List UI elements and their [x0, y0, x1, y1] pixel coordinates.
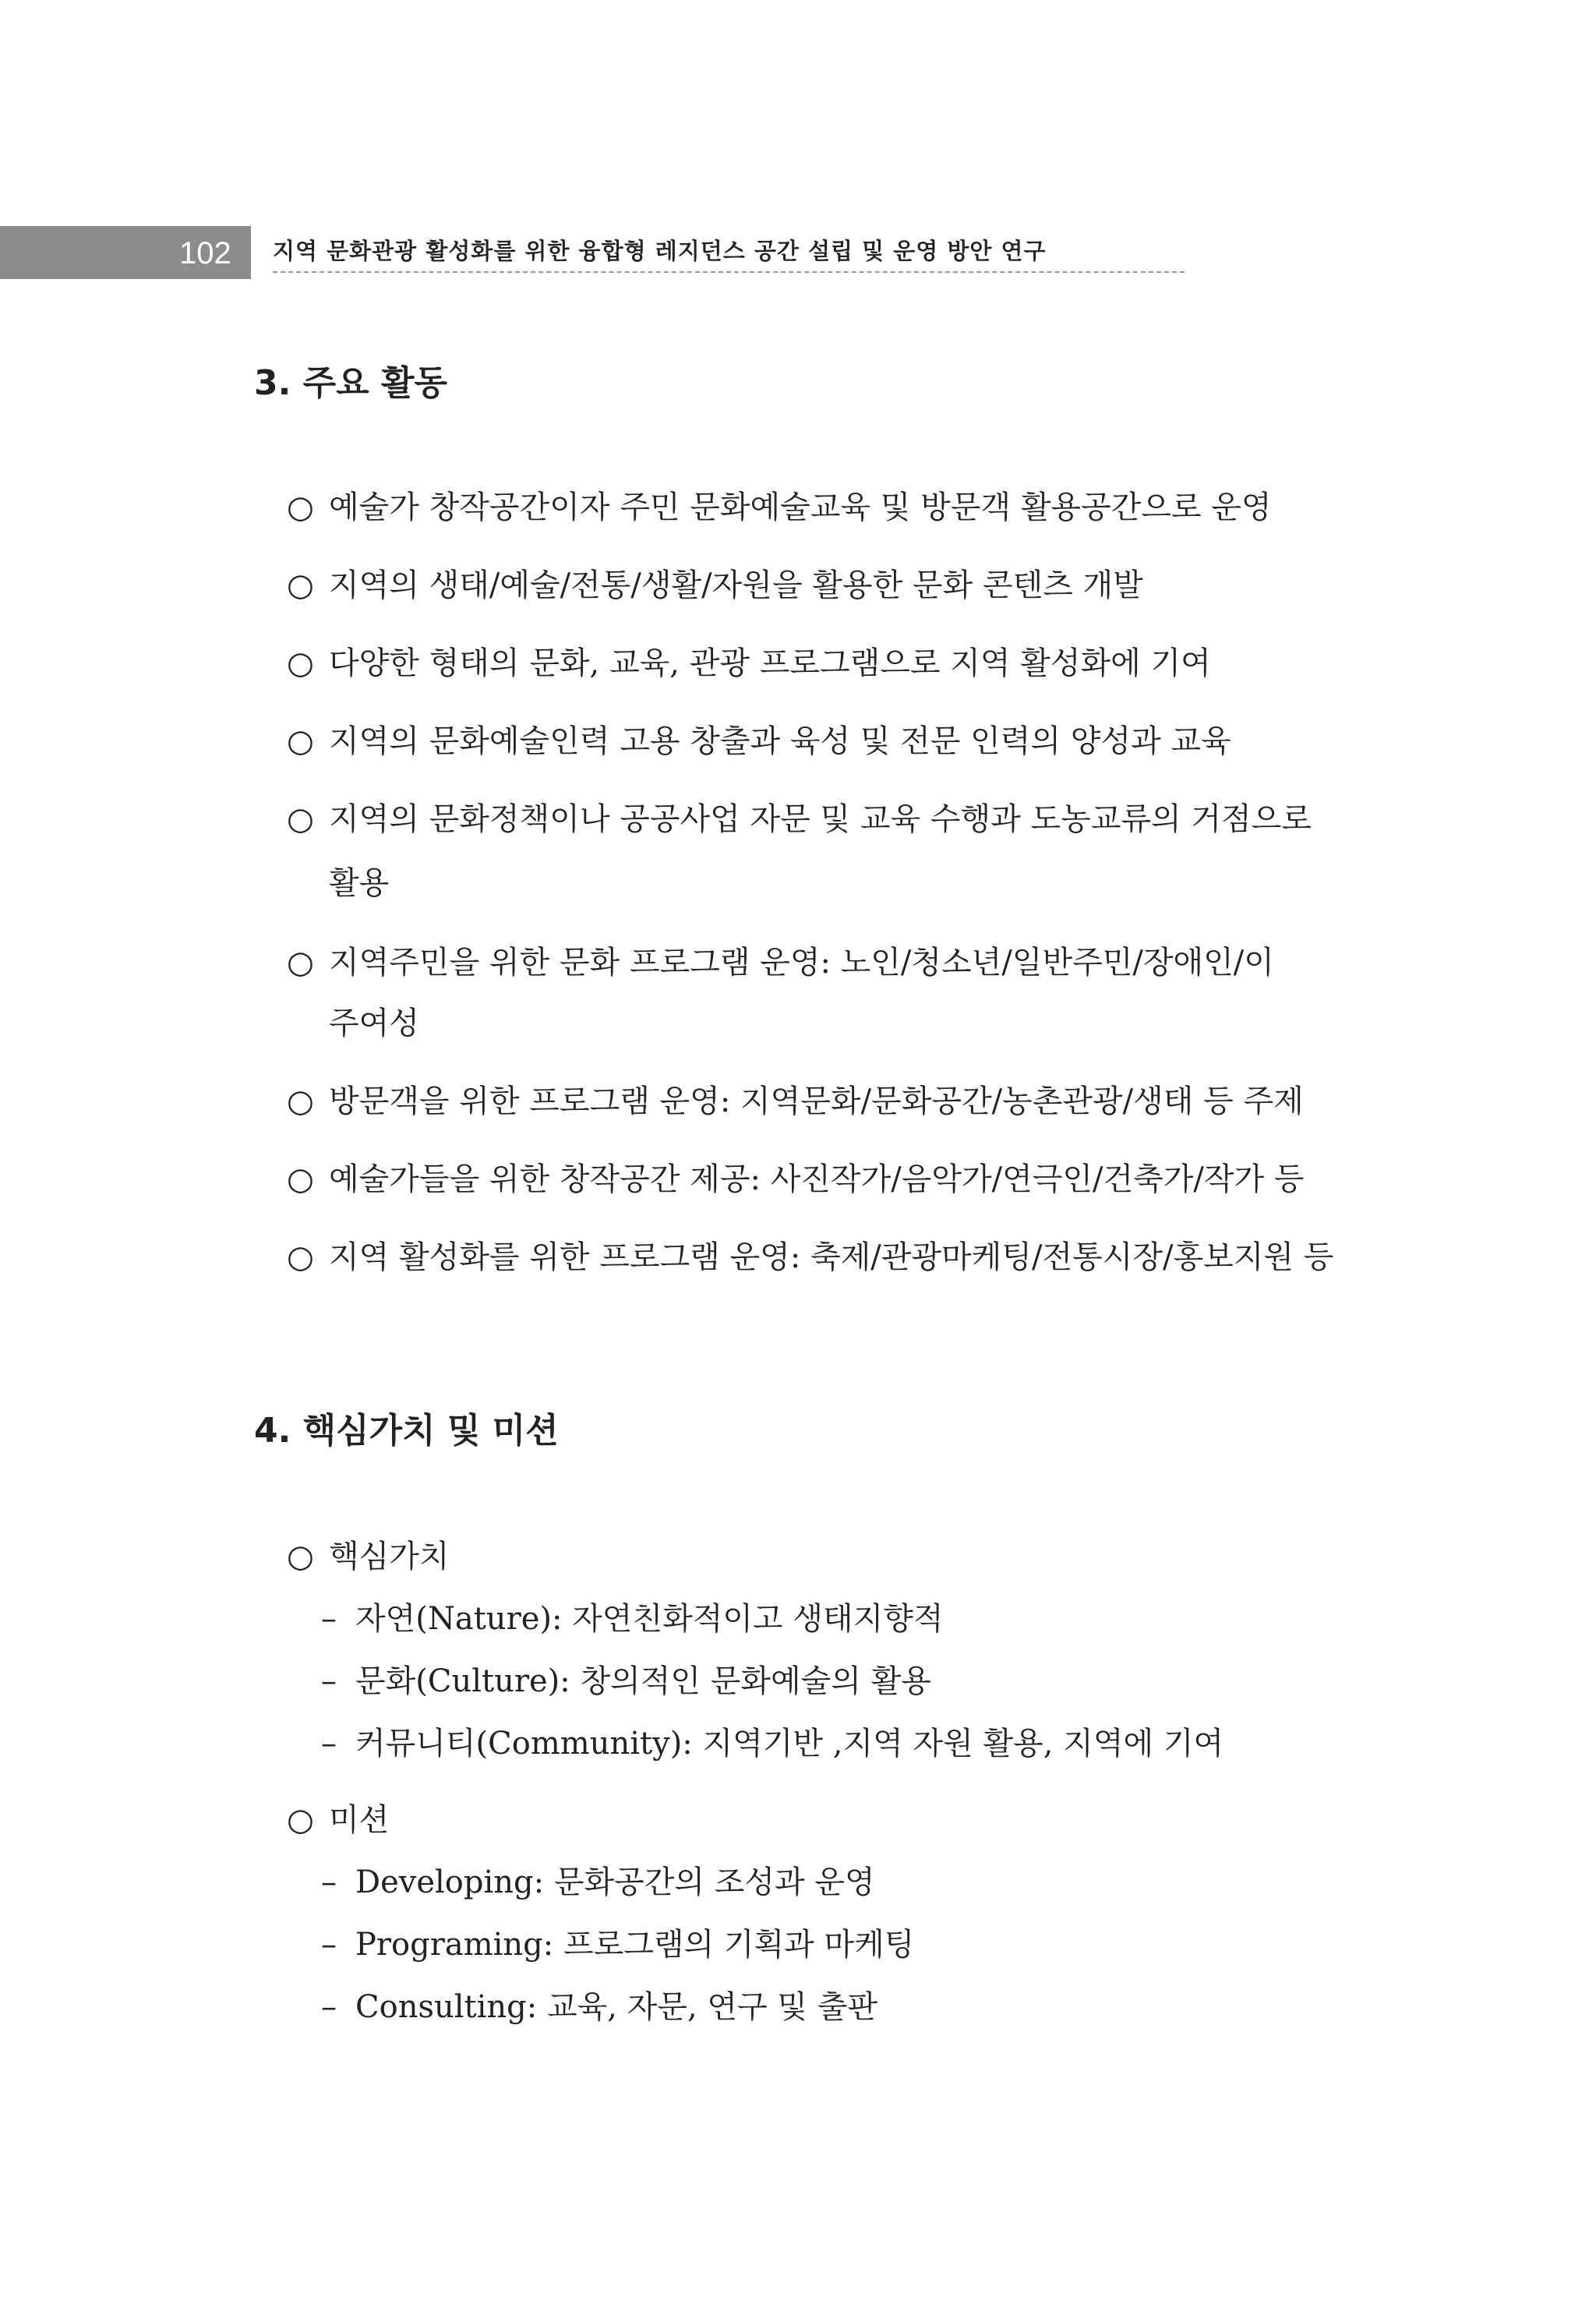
list-item: ○ 지역의 생태/예술/전통/생활/자원을 활용한 문화 콘텐츠 개발 [287, 567, 1143, 603]
sub-item: – Consulting: 교육, 자문, 연구 및 출판 [321, 1989, 878, 2025]
bullet-circle-icon: ○ [287, 945, 314, 981]
page-number: 102 [179, 236, 231, 270]
list-item: ○ 예술가들을 위한 창작공간 제공: 사진작가/음악가/연극인/건축가/작가 등 [287, 1161, 1305, 1197]
bullet-circle-icon: ○ [287, 1239, 314, 1275]
sub-item: – Programing: 프로그램의 기획과 마케팅 [321, 1927, 915, 1963]
sub-item: – 문화(Culture): 창의적인 문화예술의 활용 [321, 1663, 931, 1699]
dash-icon: – [321, 1989, 337, 2025]
list-item: ○ 미션 [287, 1802, 390, 1838]
list-item-continuation: 주여성 [329, 1005, 419, 1041]
sub-item: – 커뮤니티(Community): 지역기반 ,지역 자원 활용, 지역에 기여 [321, 1726, 1224, 1762]
dash-icon: – [321, 1663, 337, 1699]
bullet-circle-icon: ○ [287, 801, 314, 837]
section-heading-4: 4. 핵심가치 및 미션 [254, 1411, 559, 1451]
list-item: ○ 핵심가치 [287, 1539, 450, 1575]
bullet-circle-icon: ○ [287, 489, 314, 525]
dash-icon: – [321, 1726, 337, 1762]
list-item-continuation: 활용 [329, 865, 390, 901]
list-item: ○ 지역의 문화정책이나 공공사업 자문 및 교육 수행과 도농교류의 거점으로 [287, 801, 1312, 837]
dash-icon: – [321, 1601, 337, 1637]
list-item: ○ 지역주민을 위한 문화 프로그램 운영: 노인/청소년/일반주민/장애인/이 [287, 945, 1274, 981]
sub-item: – Developing: 문화공간의 조성과 운영 [321, 1864, 875, 1900]
list-item: ○ 지역 활성화를 위한 프로그램 운영: 축제/관광마케팅/전통시장/홍보지원 등 [287, 1239, 1334, 1275]
running-title: 지역 문화관광 활성화를 위한 융합형 레지던스 공간 설립 및 운영 방안 연구 [273, 232, 1185, 273]
list-item: ○ 방문객을 위한 프로그램 운영: 지역문화/문화공간/농촌관광/생태 등 주제 [287, 1083, 1304, 1119]
bullet-circle-icon: ○ [287, 645, 314, 681]
bullet-circle-icon: ○ [287, 1161, 314, 1197]
section-heading-3: 3. 주요 활동 [254, 363, 447, 403]
bullet-circle-icon: ○ [287, 723, 314, 759]
bullet-circle-icon: ○ [287, 1083, 314, 1119]
list-item: ○ 예술가 창작공간이자 주민 문화예술교육 및 방문객 활용공간으로 운영 [287, 489, 1272, 525]
bullet-circle-icon: ○ [287, 1539, 314, 1575]
list-item: ○ 지역의 문화예술인력 고용 창출과 육성 및 전문 인력의 양성과 교육 [287, 723, 1231, 759]
list-item: ○ 다양한 형태의 문화, 교육, 관광 프로그램으로 지역 활성화에 기여 [287, 645, 1211, 681]
dash-icon: – [321, 1864, 337, 1900]
bullet-circle-icon: ○ [287, 1802, 314, 1838]
sub-item: – 자연(Nature): 자연친화적이고 생태지향적 [321, 1601, 944, 1637]
dash-icon: – [321, 1927, 337, 1963]
bullet-circle-icon: ○ [287, 567, 314, 603]
